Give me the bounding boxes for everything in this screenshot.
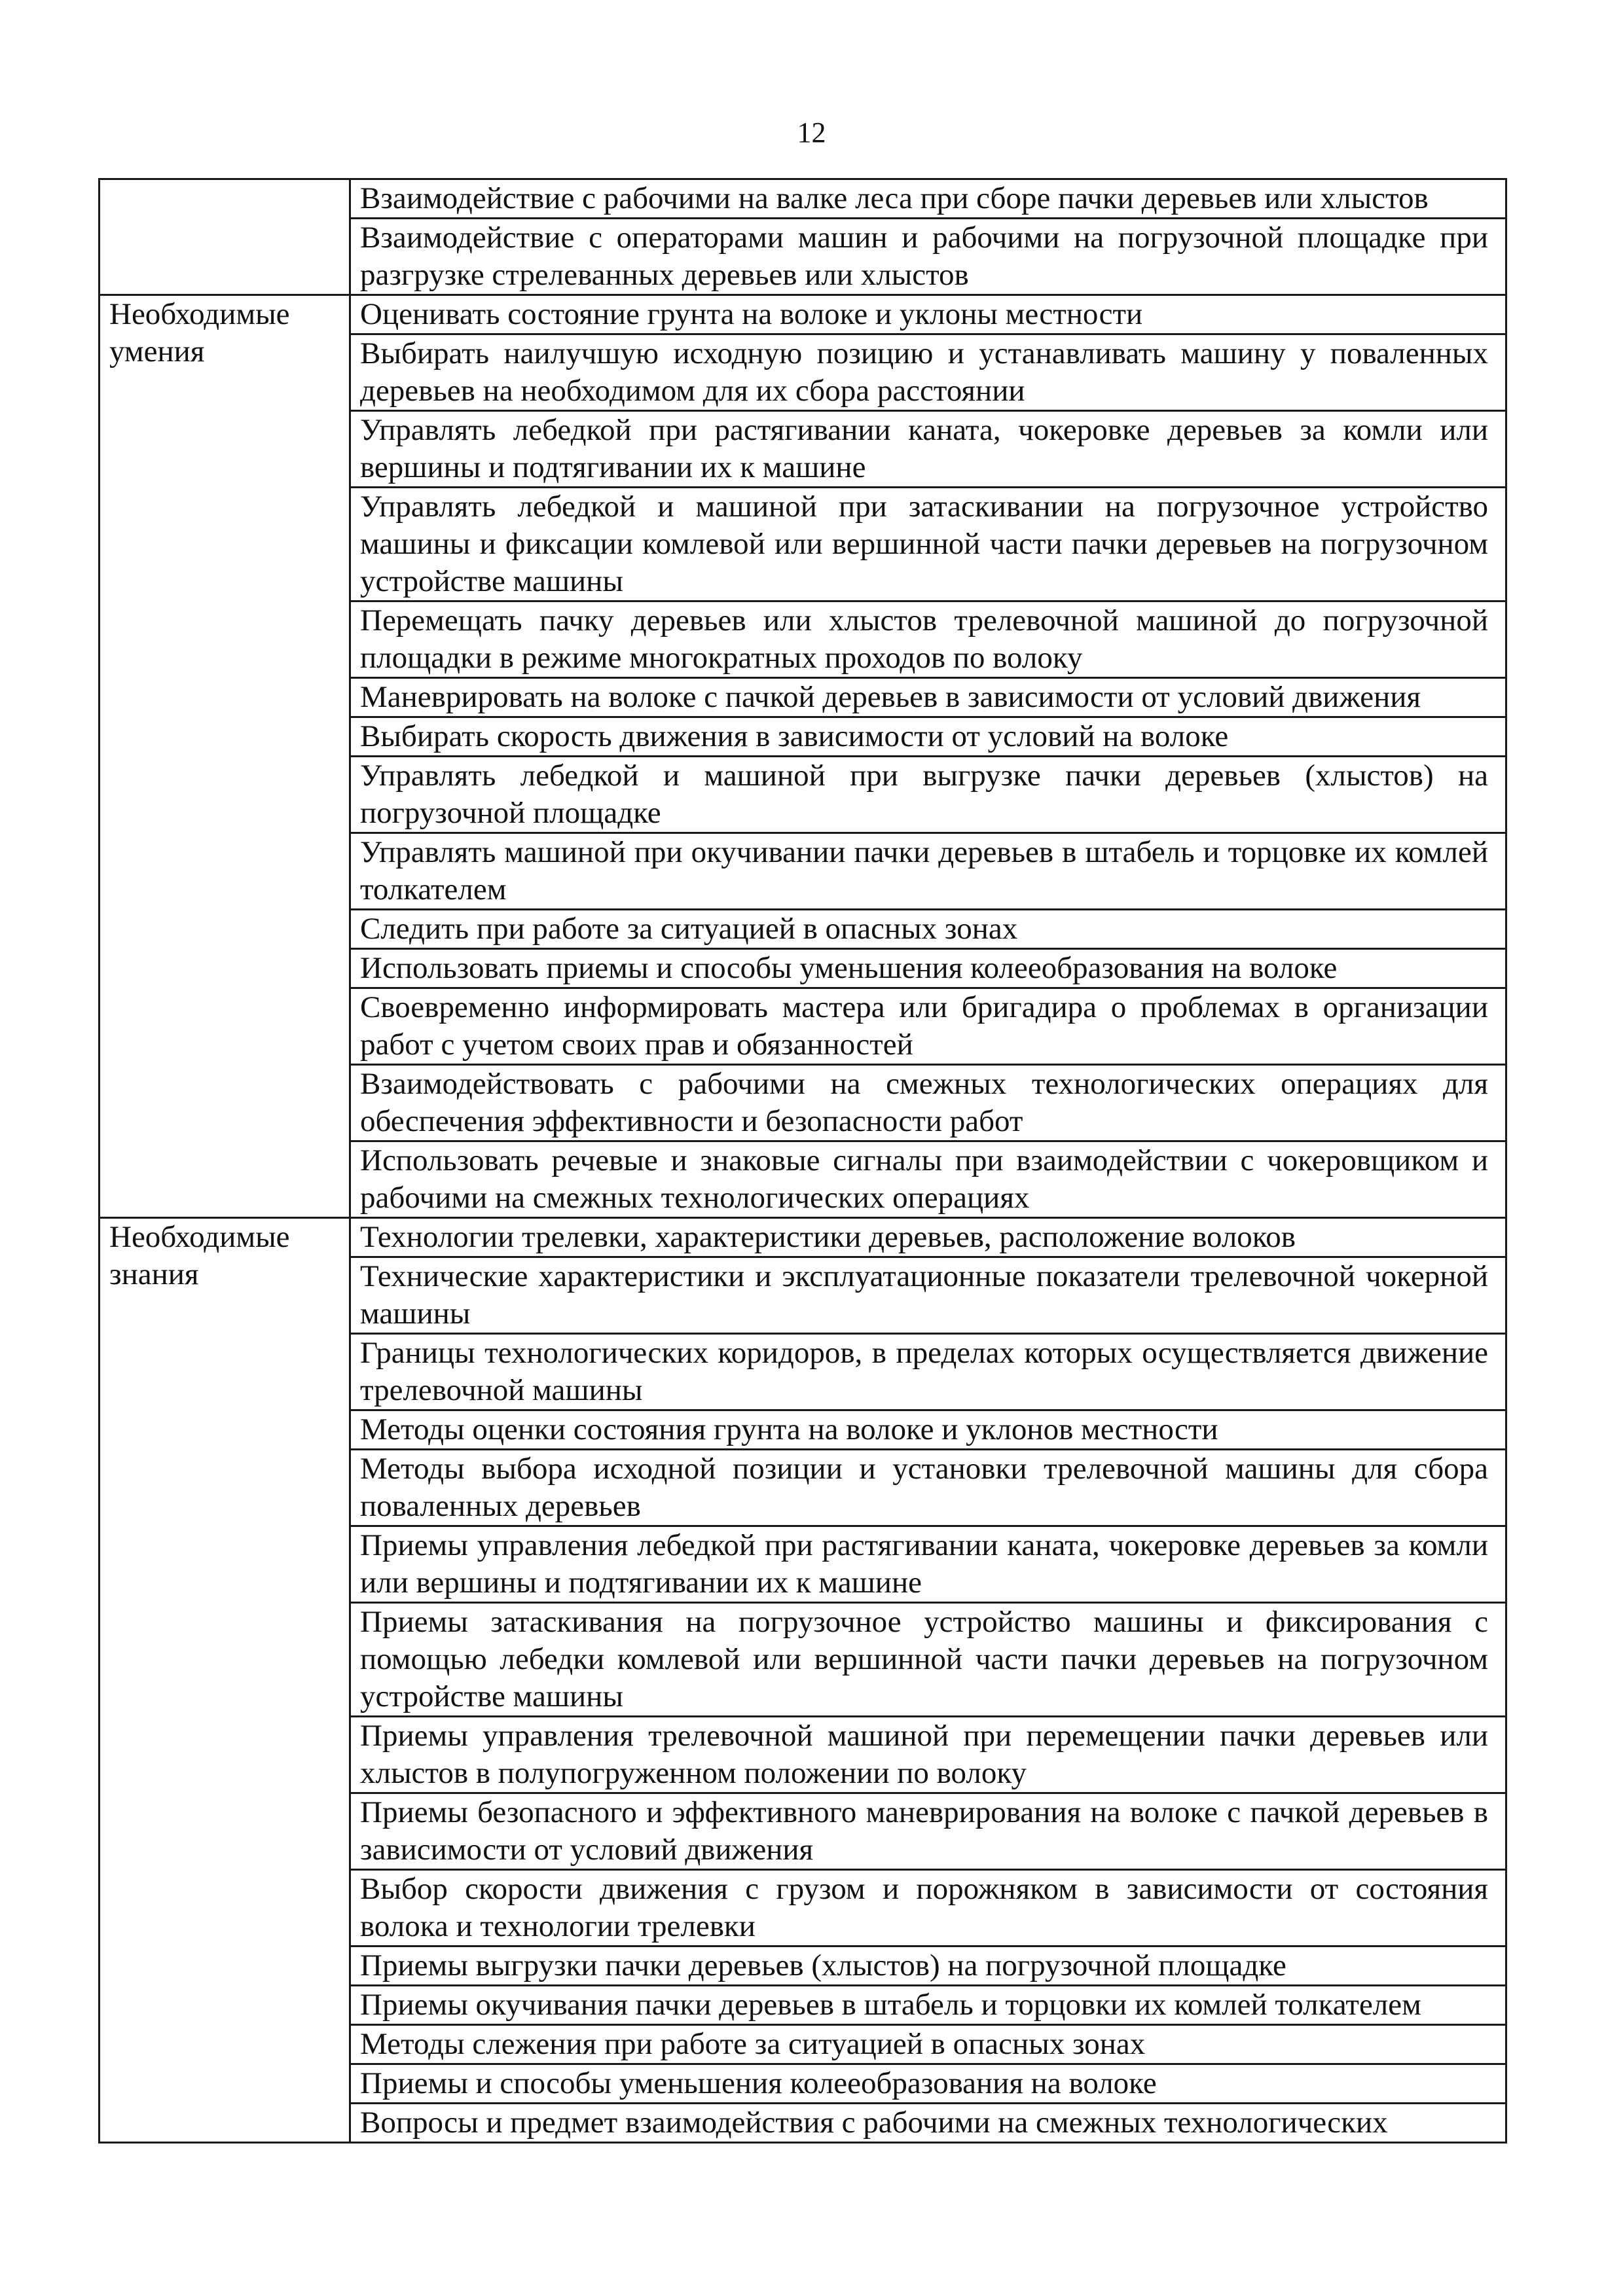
- requirement-item-cell: Взаимодействовать с рабочими на смежных технологических операциях для обеспечения эффективности и безопасности работ: [350, 1065, 1506, 1141]
- requirement-item-cell: Выбор скорости движения с грузом и порожняком в зависимости от состояния волока и технологии трелевки: [350, 1870, 1506, 1946]
- table-row: [100, 295, 1506, 334]
- requirement-item-cell: Оценивать состояние грунта на волоке и уклоны местности: [350, 295, 1506, 334]
- table-row: [100, 179, 1506, 219]
- requirement-item-cell: Управлять машиной при окучивании пачки деревьев в штабель и торцовке их комлей толкателем: [350, 833, 1506, 910]
- requirement-item-cell: Маневрировать на волоке с пачкой деревьев в зависимости от условий движения: [350, 678, 1506, 717]
- group-label-cell: Необходимые знания: [100, 1218, 350, 2143]
- page-number: 12: [797, 117, 826, 149]
- requirement-item-cell: Вопросы и предмет взаимодействия с рабочими на смежных технологических: [350, 2104, 1506, 2143]
- requirement-item-cell: Следить при работе за ситуацией в опасных зонах: [350, 910, 1506, 949]
- group-label-cell: [100, 179, 350, 295]
- requirement-item-cell: Выбирать скорость движения в зависимости от условий на волоке: [350, 717, 1506, 757]
- requirement-item-cell: Управлять лебедкой при растягивании каната, чокеровке деревьев за комли или вершины и подтягивании их к машине: [350, 411, 1506, 488]
- requirement-item-cell: Методы выбора исходной позиции и установки трелевочной машины для сбора поваленных деревьев: [350, 1450, 1506, 1526]
- requirement-item-cell: Взаимодействие с операторами машин и рабочими на погрузочной площадке при разгрузке стрелеванных деревьев или хлыстов: [350, 219, 1506, 295]
- requirement-item-cell: Технологии трелевки, характеристики деревьев, расположение волоков: [350, 1218, 1506, 1257]
- requirement-item-cell: Приемы и способы уменьшения колееобразования на волоке: [350, 2064, 1506, 2104]
- requirements-table-body: [100, 179, 1506, 2143]
- requirement-item-cell: Управлять лебедкой и машиной при затаскивании на погрузочное устройство машины и фиксации комлевой или вершинной части пачки деревьев на погрузочном устройстве машины: [350, 488, 1506, 601]
- requirement-item-cell: Границы технологических коридоров, в пределах которых осуществляется движение трелевочной машины: [350, 1334, 1506, 1410]
- requirement-item-cell: Использовать речевые и знаковые сигналы при взаимодействии с чокеровщиком и рабочими на смежных технологических операциях: [350, 1141, 1506, 1218]
- requirement-item-cell: Приемы окучивания пачки деревьев в штабель и торцовки их комлей толкателем: [350, 1986, 1506, 2025]
- requirement-item-cell: Выбирать наилучшую исходную позицию и устанавливать машину у поваленных деревьев на необходимом для их сбора расстоянии: [350, 334, 1506, 411]
- requirement-item-cell: Методы оценки состояния грунта на волоке и уклонов местности: [350, 1410, 1506, 1450]
- requirement-item-cell: Своевременно информировать мастера или бригадира о проблемах в организации работ с учетом своих прав и обязанностей: [350, 988, 1506, 1065]
- requirement-item-cell: Приемы затаскивания на погрузочное устройство машины и фиксирования с помощью лебедки комлевой или вершинной части пачки деревьев на погрузочном устройстве машины: [350, 1603, 1506, 1717]
- requirement-item-cell: Приемы безопасного и эффективного маневрирования на волоке с пачкой деревьев в зависимости от условий движения: [350, 1793, 1506, 1870]
- requirement-item-cell: Управлять лебедкой и машиной при выгрузке пачки деревьев (хлыстов) на погрузочной площадке: [350, 757, 1506, 833]
- requirement-item-cell: Приемы управления лебедкой при растягивании каната, чокеровке деревьев за комли или вершины и подтягивании их к машине: [350, 1526, 1506, 1603]
- requirement-item-cell: Приемы управления трелевочной машиной при перемещении пачки деревьев или хлыстов в полупогруженном положении по волоку: [350, 1717, 1506, 1793]
- requirements-table: [98, 178, 1507, 2144]
- table-row: [100, 1218, 1506, 1257]
- requirement-item-cell: Технические характеристики и эксплуатационные показатели трелевочной чокерной машины: [350, 1257, 1506, 1334]
- requirement-item-cell: Методы слежения при работе за ситуацией в опасных зонах: [350, 2025, 1506, 2064]
- requirement-item-cell: Перемещать пачку деревьев или хлыстов трелевочной машиной до погрузочной площадки в режиме многократных проходов по волоку: [350, 601, 1506, 678]
- requirement-item-cell: Использовать приемы и способы уменьшения колееобразования на волоке: [350, 949, 1506, 988]
- requirement-item-cell: Приемы выгрузки пачки деревьев (хлыстов) на погрузочной площадке: [350, 1946, 1506, 1986]
- requirement-item-cell: Взаимодействие с рабочими на валке леса при сборе пачки деревьев или хлыстов: [350, 179, 1506, 219]
- group-label-cell: Необходимые умения: [100, 295, 350, 1218]
